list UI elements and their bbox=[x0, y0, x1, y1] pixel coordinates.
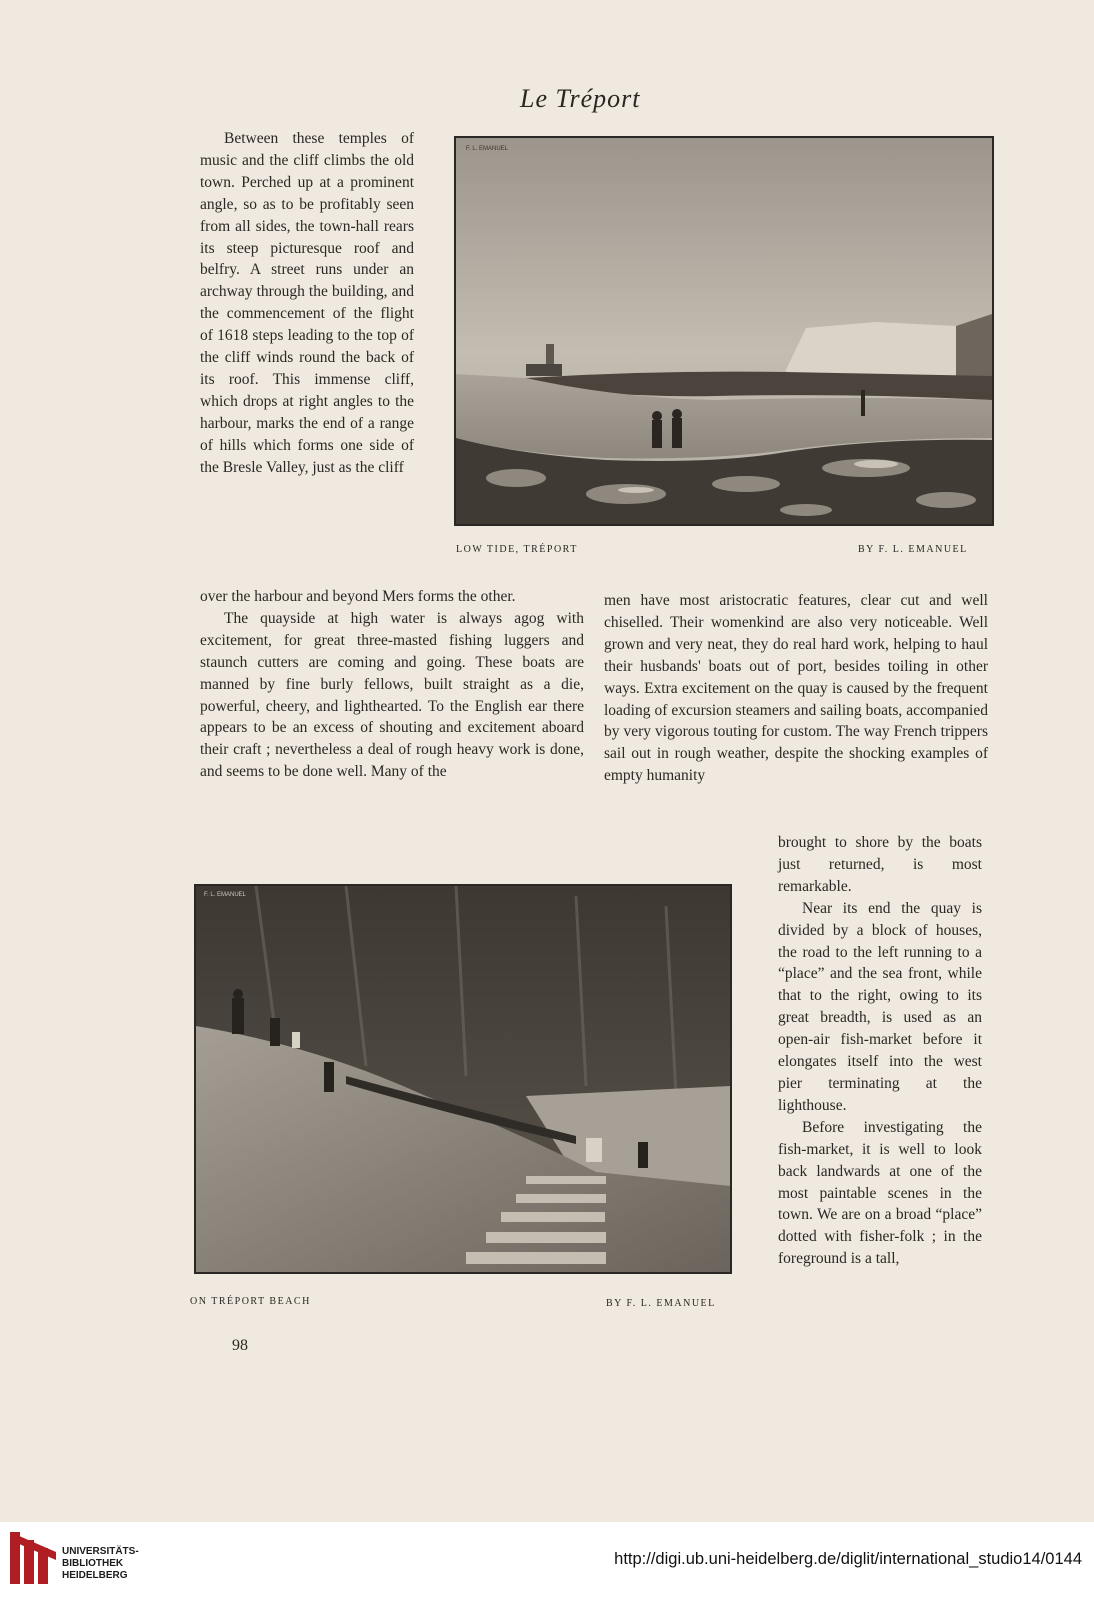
column-3 bbox=[778, 832, 982, 1270]
library-footer bbox=[0, 1522, 1094, 1600]
caption-low-tide-title: LOW TIDE, TRÉPORT bbox=[456, 544, 578, 555]
institution-line-2: BIBLIOTHEK bbox=[62, 1558, 124, 1569]
paragraph-fish-market: Before investigating the fish-market, it is well to look back landwards at one of the most paintable scenes in the town. We are on a broad “place” dotted with fisher-folk ; in the foreground is a tall, bbox=[778, 1118, 982, 1268]
paragraph-remarkable: brought to shore by the boats just returned, is most remarkable. bbox=[778, 834, 982, 895]
library-logo-icon bbox=[10, 1532, 56, 1584]
institution-line-1: UNIVERSITÄTS- bbox=[62, 1546, 139, 1557]
caption-low-tide-artist: BY F. L. EMANUEL bbox=[858, 544, 968, 555]
caption-beach-artist: BY F. L. EMANUEL bbox=[606, 1298, 716, 1309]
plate-1-signature: F. L. EMANUEL bbox=[466, 146, 509, 152]
column-2-upper bbox=[604, 590, 988, 787]
page-title: Le Tréport bbox=[520, 84, 641, 113]
caption-beach-title: ON TRÉPORT BEACH bbox=[190, 1296, 311, 1307]
paragraph-quayside: The quayside at high water is always agog with excitement, for great three-masted fishing luggers and staunch cutters are coming and going. These boats are manned by fine burly fellows, built straight as a die, powerful, cheery, and lighthearted. To the English ear there appears to be an excess of shouting and excitement aboard their craft ; nevertheless a deal of rough heavy work is done, and seems to be done well. Many of the bbox=[200, 609, 584, 781]
institution-line-3: HEIDELBERG bbox=[62, 1570, 128, 1581]
paragraph-aristocratic: men have most aristocratic features, clear cut and well chiselled. Their womenkind are also very noticeable. Well grown and very neat, they do real hard work, helping to haul their husbands' boats out of port, besides toiling in other ways. Extra excitement on the quay is caused by the frequent loading of excursion steamers and sailing boats, accompanied by very vigorous touting for custom. The way French trippers sail out in rough weather, despite the shocking examples of empty humanity bbox=[604, 592, 988, 785]
paragraph-town: Between these temples of music and the cliff climbs the old town. Perched up at a prominent angle, so as to be profitably seen from all sides, the town-hall rears its steep picturesque roof and belfry. A street runs under an archway through the building, and the commencement of the flight of 1618 steps leading to the top of the cliff winds round the back of its roof. This immense cliff, which drops at right angles to the harbour, marks the end of a range of hills which forms one side of the Bresle Valley, just as the cliff bbox=[200, 130, 414, 476]
low-tide-painting bbox=[456, 138, 992, 524]
plate-low-tide bbox=[454, 136, 994, 526]
plate-on-treport-beach bbox=[194, 884, 732, 1274]
permalink-url[interactable]: http://digi.ub.uni-heidelberg.de/diglit/international_studio14/0144 bbox=[614, 1550, 1082, 1568]
plate-2-signature: F. L. EMANUEL bbox=[204, 892, 247, 898]
beach-painting bbox=[196, 886, 730, 1272]
column-1-lower bbox=[200, 586, 584, 783]
paragraph-cliff-end: over the harbour and beyond Mers forms the other. bbox=[200, 588, 516, 605]
institution-name bbox=[62, 1546, 139, 1582]
column-1-upper bbox=[200, 128, 414, 479]
page-number: 98 bbox=[232, 1337, 248, 1354]
paragraph-quay-end: Near its end the quay is divided by a block of houses, the road to the left running to a “place” and the sea front, while that to the right, owing to its great breadth, is used as an open-air fish-market before it elongates itself into the west pier terminating at the lighthouse. bbox=[778, 899, 982, 1114]
